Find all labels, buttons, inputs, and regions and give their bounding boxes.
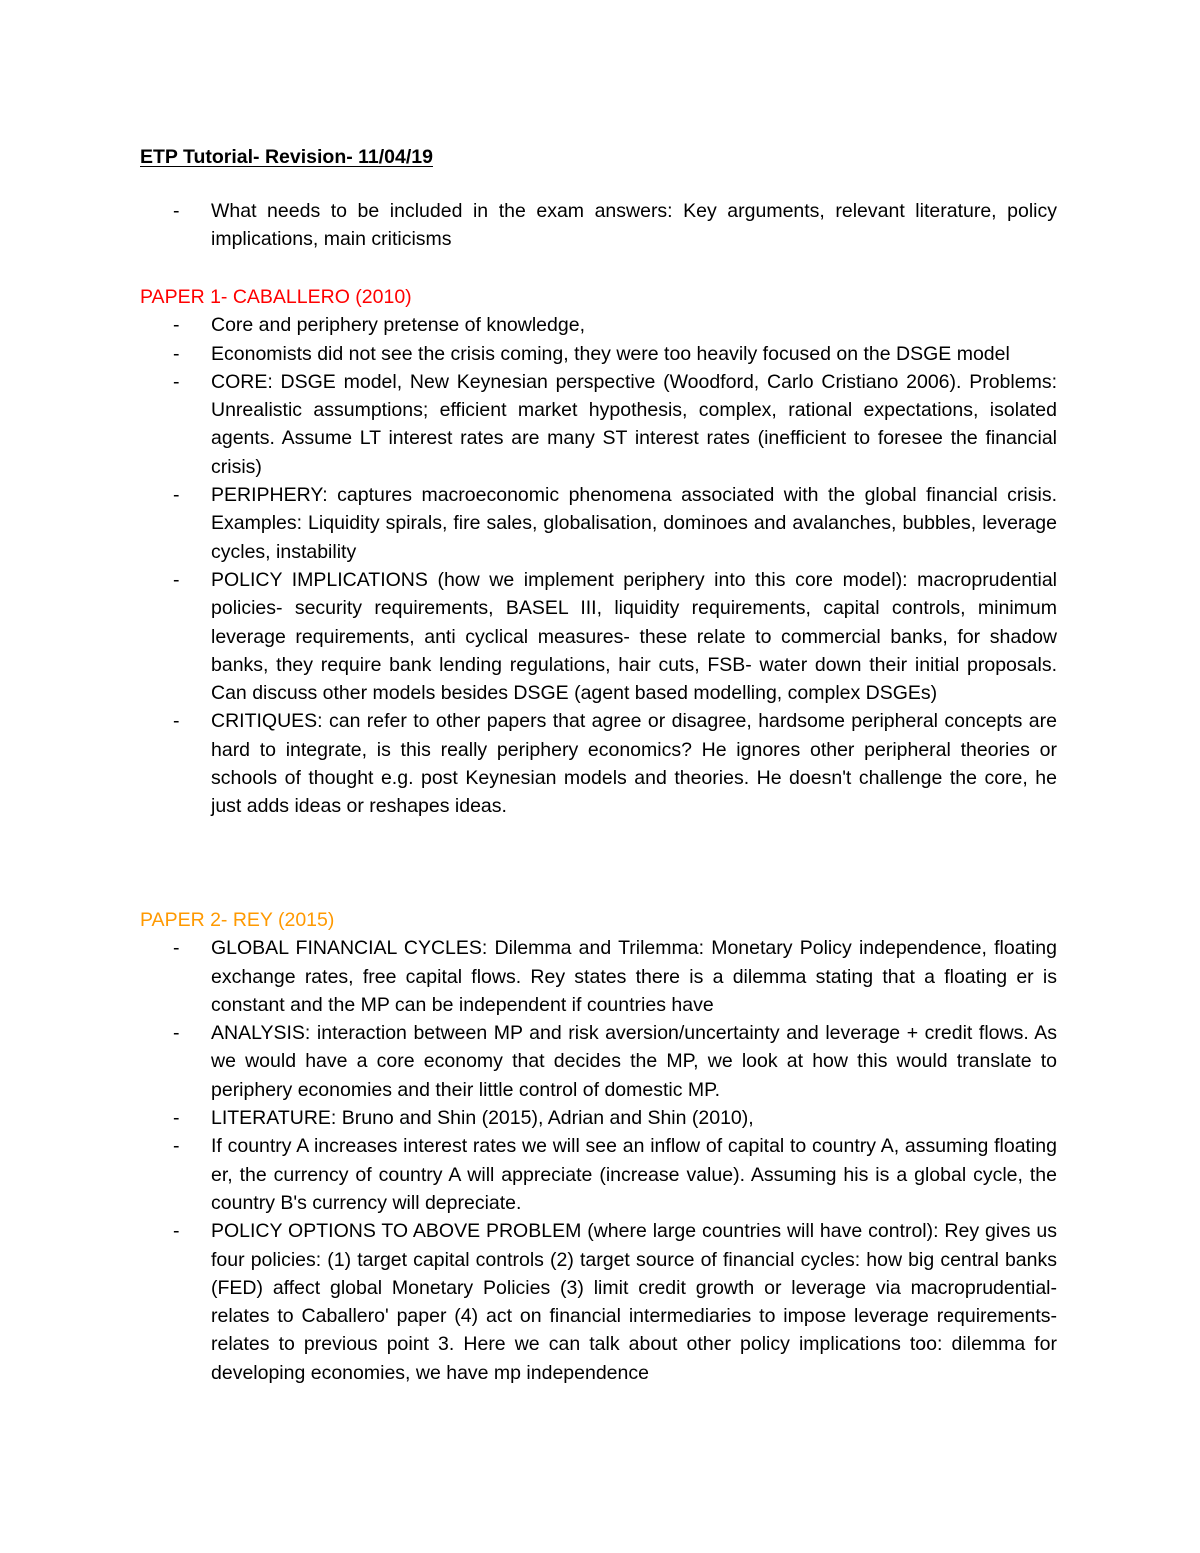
list-item xyxy=(0,340,1200,368)
list-item xyxy=(0,707,1200,820)
list-item xyxy=(0,934,1200,1019)
section-bullet-list xyxy=(0,934,1200,1387)
bullet-dash: - xyxy=(173,484,180,507)
bullet-dash: - xyxy=(173,370,180,393)
bullet-dash: - xyxy=(173,1135,180,1158)
bullet-dash: - xyxy=(173,314,180,337)
section-heading: PAPER 1- CABALLERO (2010) xyxy=(140,286,412,308)
bullet-dash: - xyxy=(173,937,180,960)
list-item-text: POLICY OPTIONS TO ABOVE PROBLEM (where large countries will have control): Rey gives us four policies: (1) target capital controls (2) target source of financial cycles: how big central banks (FED) affect global Monetary Policies (3) limit credit growth or leverage via macroprudential- relates to Caballero' paper (4) act on financial intermediaries to impose leverage requirements- relates to previous point 3. Here we can talk about other policy implications too: dilemma for developing economies, we have mp independence xyxy=(211,1220,1057,1384)
bullet-dash: - xyxy=(173,1022,180,1045)
bullet-dash: - xyxy=(173,568,180,591)
section-heading: PAPER 2- REY (2015) xyxy=(140,909,335,931)
list-item-text: CRITIQUES: can refer to other papers that agree or disagree, hardsome peripheral concepts are hard to integrate, is this really periphery economics? He ignores other peripheral theories or schools of thought e.g. post Keynesian models and theories. He doesn't challenge the core, he just adds ideas or reshapes ideas. xyxy=(211,710,1057,818)
section-bullet-list xyxy=(0,311,1200,820)
list-item xyxy=(0,481,1200,566)
list-item-text: POLICY IMPLICATIONS (how we implement periphery into this core model): macroprudential policies- security requirements, BASEL III, liquidity requirements, capital controls, minimum leverage requirements, anti cyclical measures- these relate to commercial banks, for shadow banks, they require bank lending regulations, hair cuts, FSB- water down their initial proposals. Can discuss other models besides DSGE (agent based modelling, complex DSGEs) xyxy=(211,568,1057,705)
list-item xyxy=(0,368,1200,481)
list-item xyxy=(0,566,1200,707)
list-item-text: PERIPHERY: captures macroeconomic phenomena associated with the global financial crisis. Examples: Liquidity spirals, fire sales, globalisation, dominoes and avalanches, bubbles, leverage cycles, instability xyxy=(211,484,1057,563)
document-title: ETP Tutorial- Revision- 11/04/19 xyxy=(140,146,433,168)
list-item xyxy=(0,197,1200,254)
bullet-dash: - xyxy=(173,1107,180,1130)
list-item-text: Core and periphery pretense of knowledge, xyxy=(211,314,585,337)
bullet-dash: - xyxy=(173,342,180,365)
list-item-text: ANALYSIS: interaction between MP and risk aversion/uncertainty and leverage + credit flows. As we would have a core economy that decides the MP, we look at how this would translate to periphery economies and their little control of domestic MP. xyxy=(211,1022,1057,1101)
list-item xyxy=(0,1217,1200,1387)
list-item-text: If country A increases interest rates we will see an inflow of capital to country A, assuming floating er, the currency of country A will appreciate (increase value). Assuming his is a global cycle, the country B's currency will depreciate. xyxy=(211,1135,1057,1214)
list-item-text: CORE: DSGE model, New Keynesian perspective (Woodford, Carlo Cristiano 2006). Problems: Unrealistic assumptions; efficient market hypothesis, complex, rational expectations, isolated agents. Assume LT interest rates are many ST interest rates (inefficient to foresee the financial crisis) xyxy=(211,370,1057,478)
list-item-text: GLOBAL FINANCIAL CYCLES: Dilemma and Trilemma: Monetary Policy independence, floating exchange rates, free capital flows. Rey states there is a dilemma stating that a floating er is constant and the MP can be independent if countries have xyxy=(211,937,1057,1016)
bullet-dash: - xyxy=(173,1220,180,1243)
list-item xyxy=(0,1104,1200,1132)
list-item-text: Economists did not see the crisis coming, they were too heavily focused on the DSGE model xyxy=(211,342,1010,365)
list-item xyxy=(0,311,1200,339)
list-item-text: LITERATURE: Bruno and Shin (2015), Adrian and Shin (2010), xyxy=(211,1107,754,1130)
intro-list xyxy=(0,197,1200,254)
bullet-dash: - xyxy=(173,710,180,733)
list-item xyxy=(0,1019,1200,1104)
bullet-dash: - xyxy=(173,200,180,222)
list-item-text: What needs to be included in the exam answers: Key arguments, relevant literature, policy implications, main criticisms xyxy=(211,200,1057,251)
list-item xyxy=(0,1132,1200,1217)
